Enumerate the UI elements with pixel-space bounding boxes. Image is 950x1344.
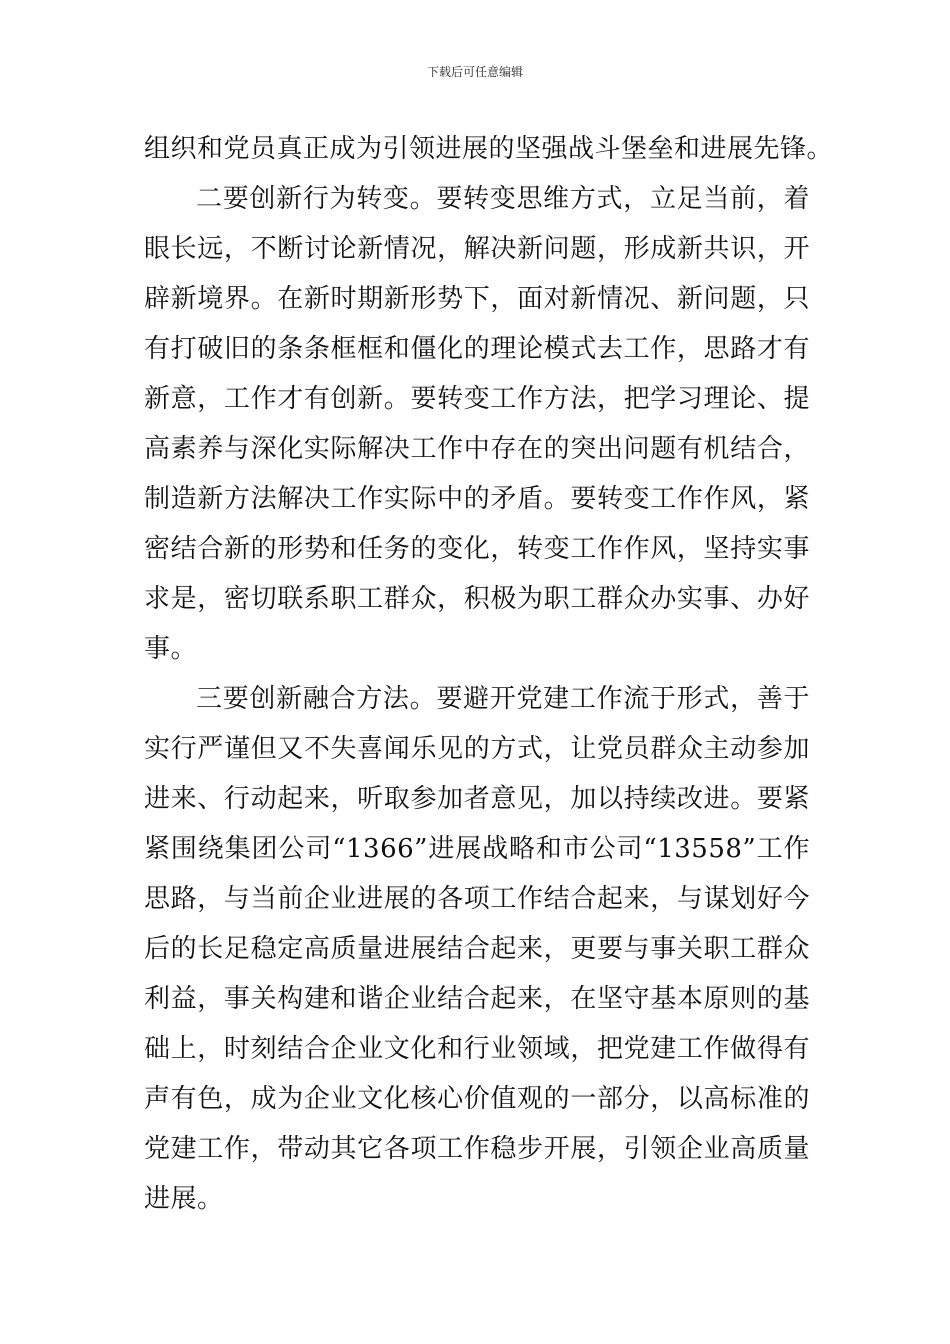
paragraph-line: 密结合新的形势和任务的变化，转变工作作风，坚持实事 [144, 534, 810, 564]
paragraph-line: 进来、行动起来，听取参加者意见，加以持续改进。要紧 [144, 784, 810, 814]
paragraph-line: 党建工作，带动其它各项工作稳步开展，引领企业高质量 [144, 1134, 810, 1164]
page-header-note: 下载后可任意编辑 [426, 65, 523, 79]
paragraph-line: 有打破旧的条条框框和僵化的理论模式去工作，思路才有 [144, 334, 810, 364]
paragraph-line: 二要创新行为转变。要转变思维方式，立足当前，着 [196, 184, 810, 214]
paragraph-line: 三要创新融合方法。要避开党建工作流于形式，善于 [196, 684, 810, 714]
paragraph-line: 高素养与深化实际解决工作中存在的突出问题有机结合， [144, 434, 810, 464]
paragraph-line: 辟新境界。在新时期新形势下，面对新情况、新问题，只 [144, 284, 810, 314]
document-body [144, 124, 834, 1224]
paragraph-line: 紧围绕集团公司“1366”进展战略和市公司“13558”工作 [144, 834, 810, 864]
paragraph-line: 求是，密切联系职工群众，积极为职工群众办实事、办好 [144, 584, 810, 614]
paragraph-line: 进展。 [144, 1184, 224, 1214]
paragraph-line: 眼长远，不断讨论新情况，解决新问题，形成新共识，开 [144, 234, 810, 264]
paragraph-line: 利益，事关构建和谐企业结合起来，在坚守基本原则的基 [144, 984, 810, 1014]
paragraph-line: 声有色，成为企业文化核心价值观的一部分，以高标准的 [144, 1084, 810, 1114]
paragraph-line: 思路，与当前企业进展的各项工作结合起来，与谋划好今 [144, 884, 810, 914]
paragraph-line: 事。 [144, 634, 198, 664]
paragraph-line: 新意，工作才有创新。要转变工作方法，把学习理论、提 [144, 384, 810, 414]
paragraph-line: 实行严谨但又不失喜闻乐见的方式，让党员群众主动参加 [144, 734, 810, 764]
paragraph-line: 础上，时刻结合企业文化和行业领域，把党建工作做得有 [144, 1034, 810, 1064]
paragraph-line: 后的长足稳定高质量进展结合起来，更要与事关职工群众 [144, 934, 810, 964]
paragraph-line: 制造新方法解决工作实际中的矛盾。要转变工作作风，紧 [144, 484, 810, 514]
paragraph-line: 组织和党员真正成为引领进展的坚强战斗堡垒和进展先锋。 [144, 134, 834, 164]
